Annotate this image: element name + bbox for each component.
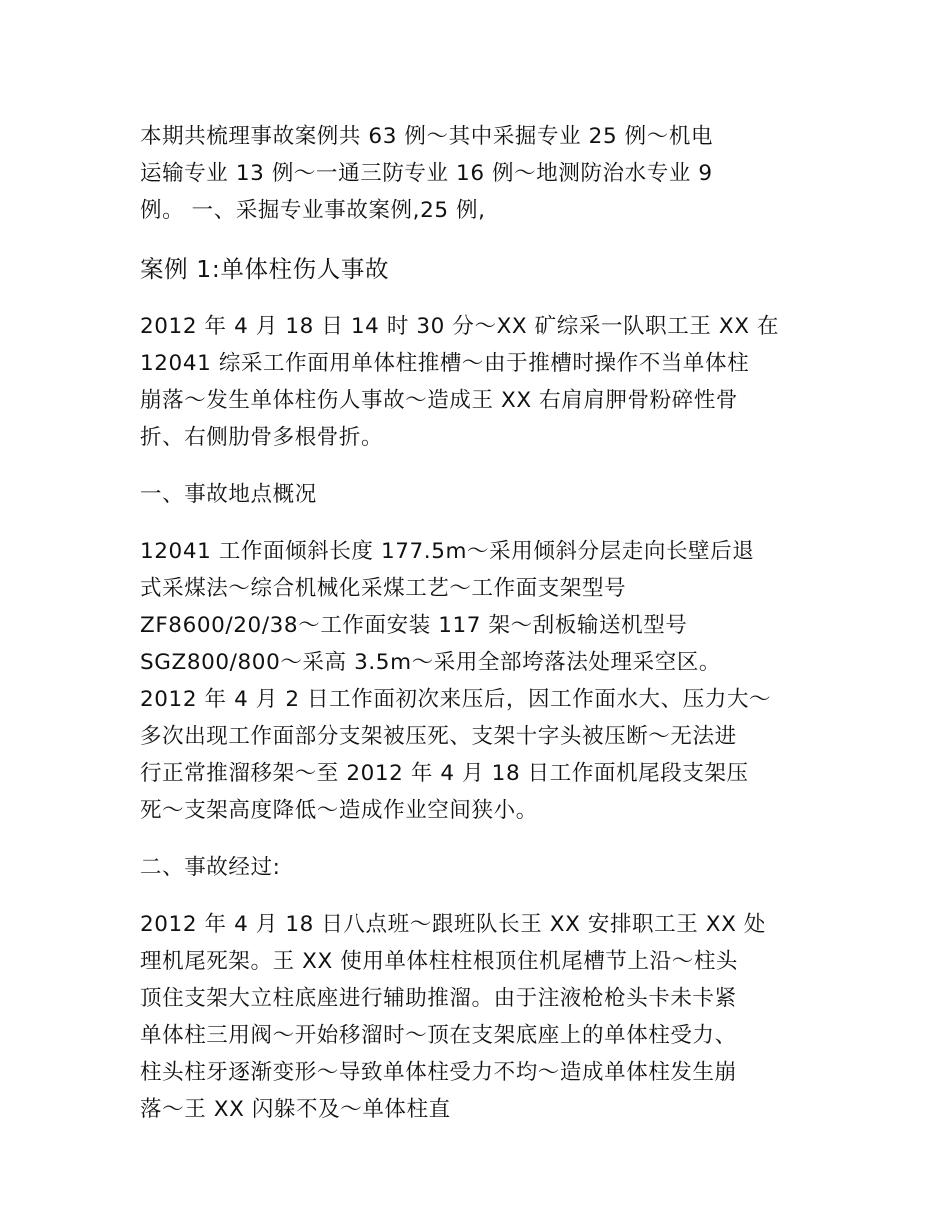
section2-line: 柱头柱牙逐渐变形～导致单体柱受力不均～造成单体柱发生崩 bbox=[140, 1060, 737, 1085]
intro-line: 例。 一、采掘专业事故案例,25 例, bbox=[140, 198, 486, 223]
case-title: 案例 1:单体柱伤人事故 bbox=[140, 255, 390, 283]
section1-line: 死～支架高度降低～造成作业空间狭小。 bbox=[140, 798, 538, 823]
section1-paragraph bbox=[140, 533, 812, 829]
section2-line: 顶住支架大立柱底座进行辅助推溜。由于注液枪枪头卡未卡紧 bbox=[140, 986, 737, 1011]
section1-line: 2012 年 4 月 2 日工作面初次来压后，因工作面水大、压力大～ bbox=[140, 687, 772, 712]
section1-line: SGZ800/800～采高 3.5m～采用全部垮落法处理采空区。 bbox=[140, 650, 722, 675]
section2-line: 2012 年 4 月 18 日八点班～跟班队长王 XX 安排职工王 XX 处 bbox=[140, 912, 766, 937]
case-summary-paragraph bbox=[140, 308, 812, 456]
section1-line: 式采煤法～综合机械化采煤工艺～工作面支架型号 bbox=[140, 576, 627, 601]
intro-line: 运输专业 13 例～一通三防专业 16 例～地测防治水专业 9 bbox=[140, 161, 713, 186]
document-content bbox=[140, 118, 812, 1128]
case-summary-line: 崩落～发生单体柱伤人事故～造成王 XX 右肩肩胛骨粉碎性骨 bbox=[140, 388, 739, 413]
section2-heading bbox=[140, 849, 812, 886]
section2-line: 落～王 XX 闪躲不及～单体柱直 bbox=[140, 1097, 451, 1122]
case-summary-line: 折、右侧肋骨多根骨折。 bbox=[140, 425, 384, 450]
case-summary-line: 12041 综采工作面用单体柱推槽～由于推槽时操作不当单体柱 bbox=[140, 351, 750, 376]
section1-line: 多次出现工作面部分支架被压死、支架十字头被压断～无法进 bbox=[140, 724, 737, 749]
section2-heading-text: 二、事故经过: bbox=[140, 855, 281, 880]
section1-line: ZF8600/20/38～工作面安装 117 架～刮板输送机型号 bbox=[140, 613, 688, 638]
section1-heading bbox=[140, 476, 812, 513]
section1-line: 行正常推溜移架～至 2012 年 4 月 18 日工作面机尾段支架压 bbox=[140, 761, 749, 786]
case-summary-line: 2012 年 4 月 18 日 14 时 30 分～XX 矿综采一队职工王 XX 在 bbox=[140, 314, 780, 339]
intro-line: 本期共梳理事故案例共 63 例～其中采掘专业 25 例～机电 bbox=[140, 124, 714, 149]
section1-line: 12041 工作面倾斜长度 177.5m～采用倾斜分层走向长壁后退 bbox=[140, 539, 755, 564]
section1-heading-text: 一、事故地点概况 bbox=[140, 482, 317, 507]
section2-line: 单体柱三用阀～开始移溜时～顶在支架底座上的单体柱受力、 bbox=[140, 1023, 737, 1048]
section2-line: 理机尾死架。王 XX 使用单体柱柱根顶住机尾槽节上沿～柱头 bbox=[140, 949, 739, 974]
intro-paragraph bbox=[140, 118, 812, 229]
section2-paragraph bbox=[140, 906, 812, 1128]
